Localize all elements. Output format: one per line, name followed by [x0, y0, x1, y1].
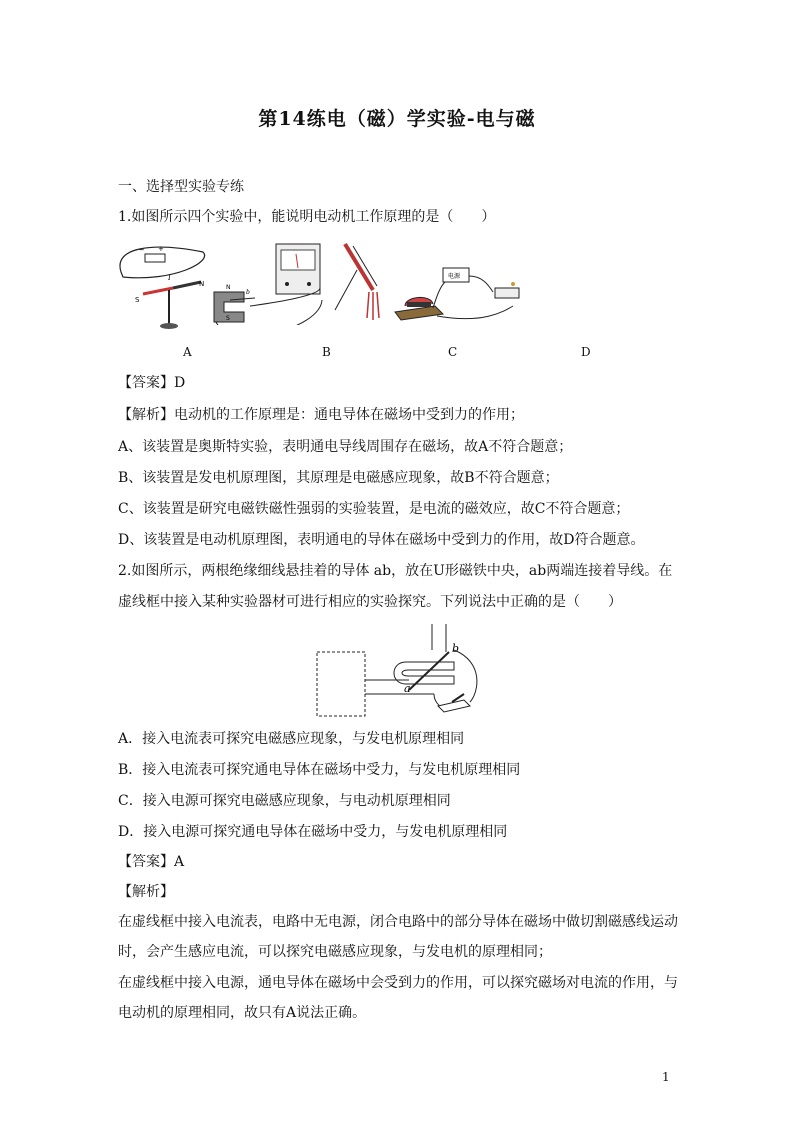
question-1-analysis-a: A、该装置是奥斯特实验，表明通电导线周围存在磁场，故A不符合题意；	[118, 439, 573, 455]
figure-q2-magnet-circuit	[314, 622, 494, 722]
figure-d-motor-principle	[393, 262, 533, 324]
figure-label-a: A	[183, 345, 192, 359]
question-2-answer: 【答案】A	[118, 854, 185, 870]
figure-label-c: C	[448, 345, 458, 359]
page-title: 第14练电（磁）学实验-电与磁	[258, 108, 536, 130]
question-1-analysis-b: B、该装置是发电机原理图，其原理是电磁感应现象，故B不符合题意；	[118, 470, 559, 486]
svg-text:−: −	[139, 246, 145, 254]
svg-text:S: S	[135, 296, 140, 304]
svg-text:S: S	[226, 315, 230, 322]
figure-label-d: D	[581, 345, 591, 359]
svg-text:I: I	[168, 274, 171, 282]
question-1-answer: 【答案】D	[118, 375, 186, 391]
question-2-stem-line-2: 虚线框中接入某种实验器材可进行相应的实验探究。下列说法中正确的是（ ）	[118, 594, 622, 610]
figure-a-oersted	[113, 242, 213, 332]
svg-text:N: N	[226, 284, 231, 291]
page-number: 1	[662, 1070, 670, 1084]
figure-c-electromagnet	[333, 240, 393, 330]
question-2-analysis-title: 【解析】	[118, 884, 174, 900]
question-2-option-a: A．接入电流表可探究电磁感应现象，与发电机原理相同	[118, 731, 465, 747]
svg-text:a: a	[404, 682, 411, 695]
svg-text:b: b	[452, 642, 460, 655]
section-heading: 一、选择型实验专练	[118, 179, 244, 195]
question-2-option-d: D．接入电源可探究通电导体在磁场中受力，与发电机原理相同	[118, 824, 508, 840]
question-2-analysis-p1: 在虚线框中接入电流表，电路中无电源，闭合电路中的部分导体在磁场中做切割磁感线运动时，会产生感应电流，可以探究电磁感应现象，与发电机的原理相同；	[118, 914, 678, 960]
question-1-analysis-c: C、该装置是研究电磁铁磁性强弱的实验装置，是电流的磁效应，故C不符合题意；	[118, 501, 630, 517]
question-2-option-c: C．接入电源可探究电磁感应现象，与电动机原理相同	[118, 793, 451, 809]
figure-label-b: B	[322, 345, 331, 359]
question-2-option-b: B．接入电流表可探究通电导体在磁场中受力，与发电机原理相同	[118, 762, 521, 778]
svg-text:+: +	[158, 245, 164, 253]
question-2-stem-line-1: 2.如图所示，两根绝缘细线悬挂着的导体 ab，放在U形磁铁中央，ab两端连接着导线。在	[118, 563, 673, 579]
svg-text:N: N	[199, 280, 205, 288]
svg-text:b: b	[246, 289, 250, 296]
svg-text:电源: 电源	[448, 273, 461, 280]
question-2-analysis-p2: 在虚线框中接入电源，通电导体在磁场中会受到力的作用，可以探究磁场对电流的作用，与电动机的原理相同，故只有A说法正确。	[118, 975, 678, 1021]
question-1-analysis-head: 【解析】电动机的工作原理是：通电导体在磁场中受到力的作用；	[118, 407, 524, 423]
question-1-stem: 1.如图所示四个实验中，能说明电动机工作原理的是（ ）	[118, 209, 496, 225]
question-1-analysis-d: D、该装置是电动机原理图，表明通电的导体在磁场中受到力的作用，故D符合题意。	[118, 532, 645, 548]
figure-b-generator	[210, 240, 330, 325]
